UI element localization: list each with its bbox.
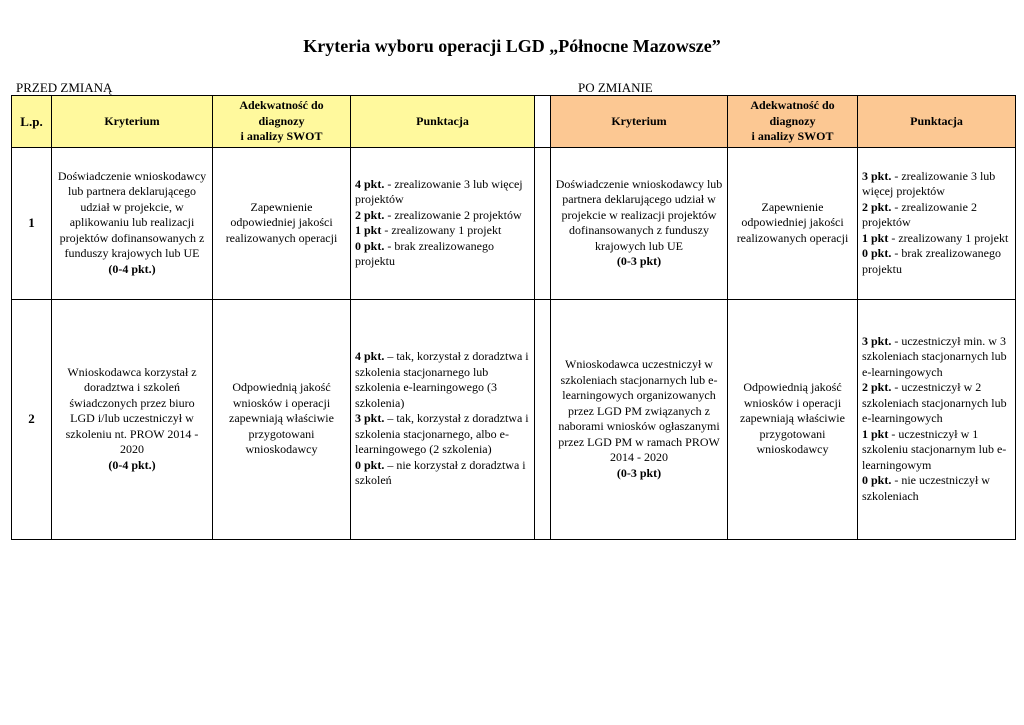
punktacja-before (351, 299, 535, 539)
kryterium-text: Wnioskodawca korzystał z doradztwa i szkoleń świadczonych przez biuro LGD i/lub uczestniczył w szkoleniu nt. PROW 2014 - 2020 (65, 364, 199, 457)
table-row (12, 299, 1016, 539)
row-number: 2 (12, 299, 52, 539)
points-desc: - nie uczestniczył w szkoleniach (862, 473, 990, 503)
points-value: 0 pkt. (862, 246, 892, 261)
points-value: 0 pkt. (862, 473, 892, 488)
header-punktacja-before: Punktacja (351, 96, 535, 148)
header-lp: L.p. (12, 96, 52, 148)
points-desc: - uczestniczył w 2 szkoleniach stacjonarnych lub e-learningowych (862, 380, 1007, 426)
punktacja-after (858, 299, 1016, 539)
points-desc: - zrealizowanie 2 projektów (862, 199, 977, 230)
header-adekwatnosc-line2: i analizy SWOT (751, 129, 834, 143)
points-value: 2 pkt. (355, 207, 385, 222)
points-value: 1 pkt (862, 230, 889, 245)
document-title: Kryteria wyboru operacji LGD „Północne Mazowsze” (303, 36, 721, 56)
points-desc: - zrealizowanie 2 projektów (384, 207, 522, 222)
points-desc: - zrealizowany 1 projekt (888, 230, 1009, 245)
header-adekwatnosc-line2: i analizy SWOT (240, 129, 323, 143)
punktacja-after (858, 147, 1016, 299)
points-desc: - brak zrealizowanego projektu (355, 238, 494, 268)
kryterium-range: (0-3 pkt) (616, 254, 662, 268)
kryterium-text: Doświadczenie wnioskodawcy lub partnera deklarującego udział w projekcie, w aplikowaniu lub realizacji projektów dofinansowanych z funduszy krajowych lub UE (57, 168, 207, 261)
kryterium-after (551, 299, 728, 539)
points-desc: - zrealizowanie 3 lub więcej projektów (862, 168, 996, 199)
adekwatnosc-before: Odpowiednią jakość wniosków i operacji zapewniają właściwie przygotowani wnioskodawcy (213, 299, 351, 539)
header-punktacja-after: Punktacja (858, 96, 1016, 148)
separator-cell (535, 299, 551, 539)
points-desc: – nie korzystał z doradztwa i szkoleń (355, 457, 526, 488)
separator-column (535, 96, 551, 148)
points-value: 2 pkt. (862, 380, 892, 395)
label-after-change: PO ZMIANIE (578, 80, 653, 95)
adekwatnosc-after: Zapewnienie odpowiedniej jakości realizowanych operacji (728, 147, 858, 299)
points-value: 1 pkt (862, 426, 889, 441)
points-value: 3 pkt. (862, 168, 892, 183)
header-adekwatnosc-line1: Adekwatność do diagnozy (750, 98, 835, 128)
points-desc: – tak, korzystał z doradztwa i szkolenia stacjonarnego, albo e-learningowego (2 szkolenia) (355, 411, 529, 457)
separator-cell (535, 147, 551, 299)
points-desc: - uczestniczył min. w 3 szkoleniach stacjonarnych lub e-learningowych (862, 333, 1007, 379)
points-desc: – tak, korzystał z doradztwa i szkolenia stacjonarnego lub szkolenia e-learningowego (3 szkolenia) (355, 349, 529, 410)
adekwatnosc-before: Zapewnienie odpowiedniej jakości realizowanych operacji (213, 147, 351, 299)
points-value: 0 pkt. (355, 457, 385, 472)
punktacja-before (351, 147, 535, 299)
row-number: 1 (12, 147, 52, 299)
points-value: 2 pkt. (862, 199, 892, 214)
kryterium-range: (0-4 pkt.) (108, 261, 156, 276)
kryterium-text: Doświadczenie wnioskodawcy lub partnera deklarującego udział w projekcie w realizacji projektów dofinansowanych z funduszy krajowych lub UE (555, 176, 723, 253)
kryterium-text: Wnioskodawca uczestniczył w szkoleniach stacjonarnych lub e-learningowych organizowanych przez LGD PM związanych z naborami wniosków ogłaszanymi przez LGD PM w ramach PROW 2014 - 2020 (558, 357, 720, 464)
points-desc: - zrealizowany 1 projekt (381, 223, 502, 237)
label-before-change: PRZED ZMIANĄ (16, 80, 113, 95)
kryterium-range: (0-4 pkt.) (108, 457, 156, 472)
points-value: 3 pkt. (862, 333, 892, 348)
header-kryterium-after: Kryterium (551, 96, 728, 148)
points-value: 1 pkt (355, 223, 382, 237)
kryterium-before (52, 147, 213, 299)
kryterium-before (52, 299, 213, 539)
adekwatnosc-after: Odpowiednią jakość wniosków i operacji zapewniają właściwie przygotowani wnioskodawcy (728, 299, 858, 539)
points-value: 4 pkt. (355, 349, 385, 364)
header-adekwatnosc-after (728, 96, 858, 148)
kryterium-range: (0-3 pkt) (616, 465, 662, 480)
points-desc: - zrealizowanie 3 lub więcej projektów (355, 176, 523, 206)
points-value: 3 pkt. (355, 411, 385, 426)
points-desc: - brak zrealizowanego projektu (862, 246, 1001, 276)
header-adekwatnosc-line1: Adekwatność do diagnozy (239, 98, 324, 128)
header-row (12, 96, 1016, 148)
points-desc: - uczestniczył w 1 szkoleniu stacjonarnym lub e-learningowym (862, 426, 1007, 472)
points-value: 4 pkt. (355, 176, 385, 191)
kryterium-after (551, 147, 728, 299)
header-adekwatnosc-before (213, 96, 351, 148)
header-kryterium-before: Kryterium (52, 96, 213, 148)
criteria-table (11, 95, 1016, 540)
table-row (12, 147, 1016, 299)
points-value: 0 pkt. (355, 238, 385, 253)
